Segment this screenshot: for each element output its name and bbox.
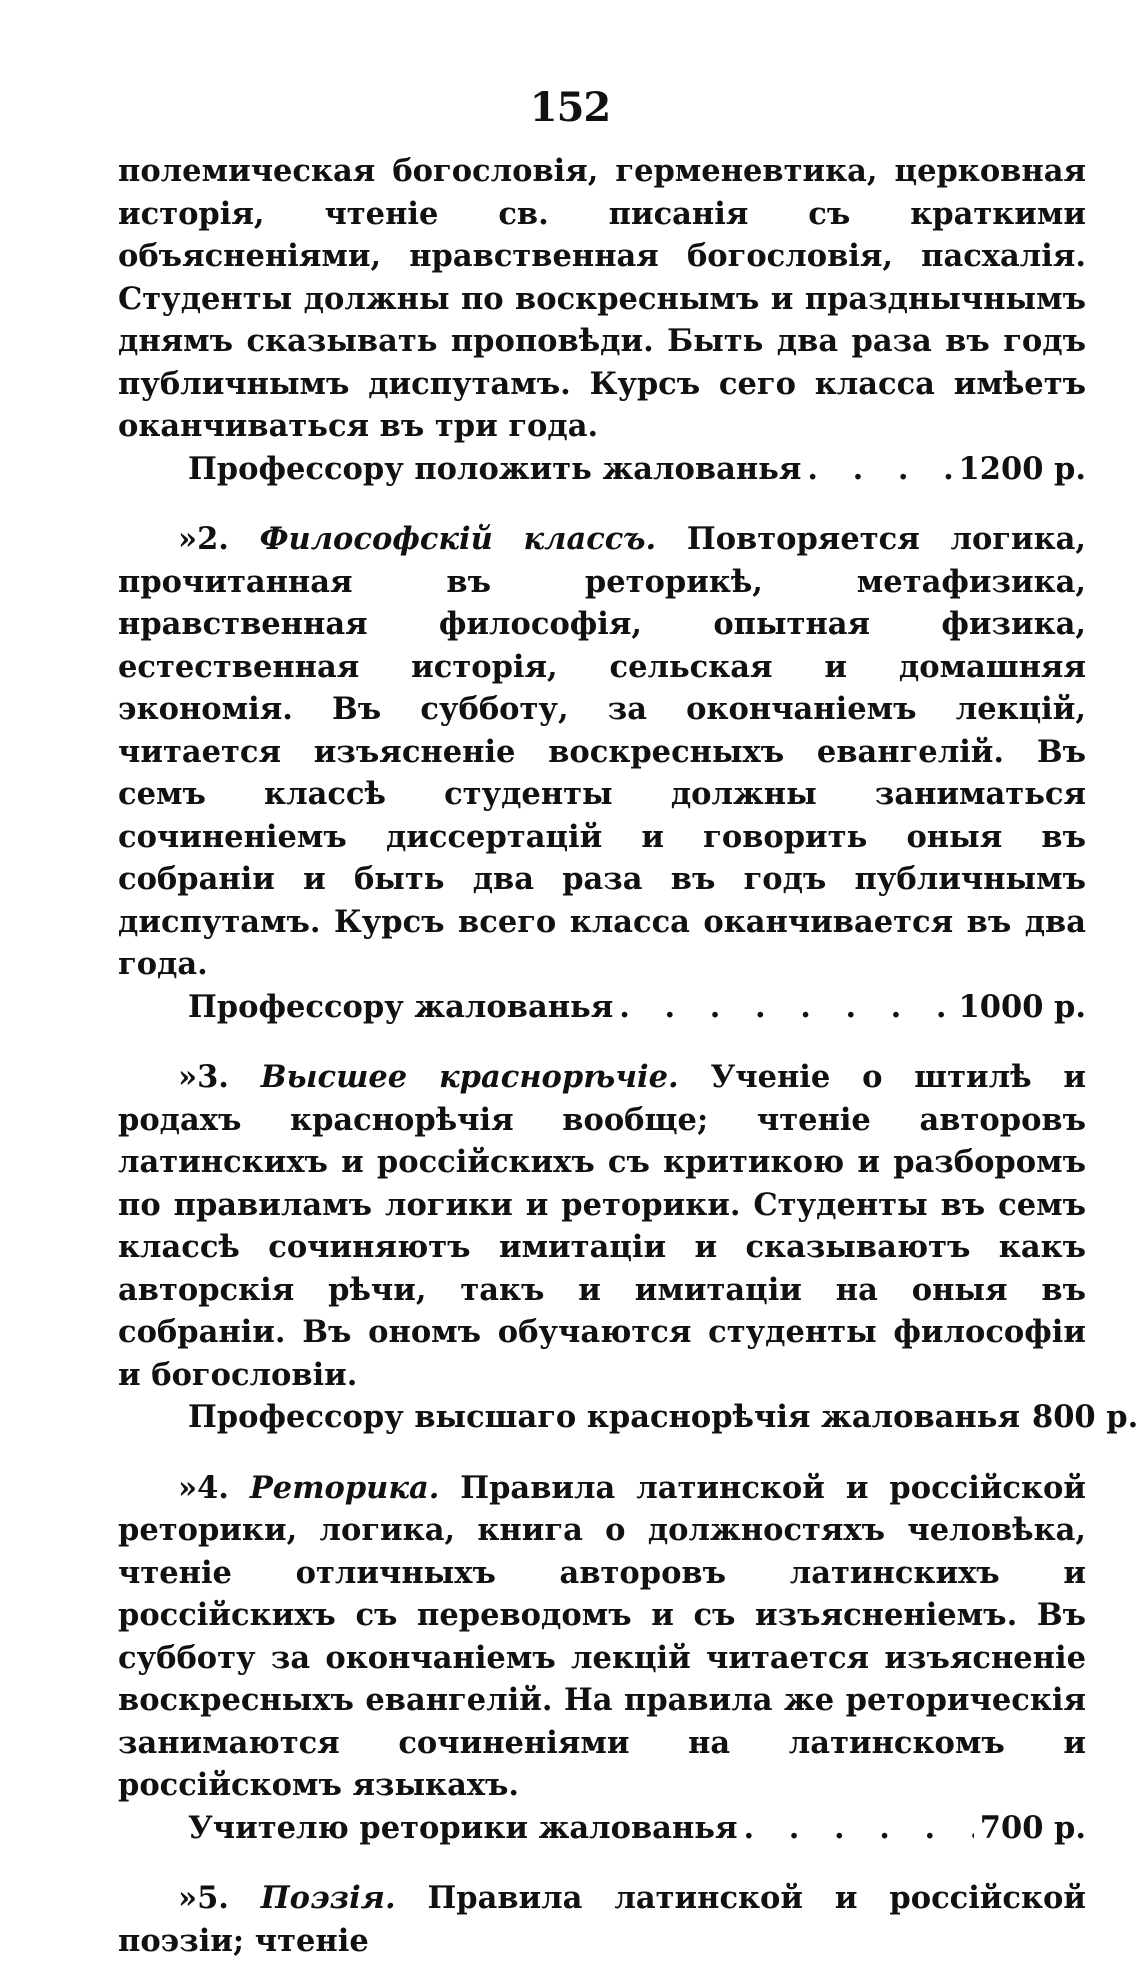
salary-label: Профессору жалованья [188, 988, 614, 1025]
section-title: Философскій классъ. [259, 521, 657, 557]
salary-line [118, 1807, 1086, 1850]
page-number: 152 [529, 84, 611, 131]
salary-label: Учителю реторики жалованья [188, 1809, 738, 1846]
dot-leader [807, 448, 952, 491]
section-title: Реторика. [249, 1469, 440, 1506]
salary-line [118, 986, 1086, 1029]
salary-amount: 1200 р. [958, 450, 1086, 487]
section-text: Ученіе о штилѣ и родахъ краснорѣчія вообще; чтеніе авторовъ латинскихъ и россійскихъ съ критикою и разборомъ по правиламъ логики и реторики. Студенты въ семъ классѣ сочиняютъ имитаціи и сказываютъ какъ авторскія рѣчи, такъ и имитаціи на оныя въ собраніи. Въ ономъ обучаются студенты философіи и богословіи. [118, 1059, 1086, 1393]
section-text: Правила латинской и россійской реторики, логика, книга о должностяхъ человѣка, чтеніе отличныхъ авторовъ латинскихъ и россійскихъ съ переводомъ и съ изъясненіемъ. Въ субботу за окончаніемъ лекцій читается изъясненіе воскресныхъ евангелій. На правила же реторическія занимаются сочиненіями на латинскомъ и россійскомъ языкахъ. [118, 1469, 1086, 1803]
section-title: Поэзія. [260, 1880, 396, 1916]
section-paragraph [118, 1877, 1086, 1962]
section-number: »5. [178, 1880, 229, 1916]
salary-label: Профессору высшаго краснорѣчія жалованья [188, 1399, 1020, 1435]
salary-line [118, 1396, 1139, 1439]
section-paragraph [118, 1056, 1086, 1396]
section-text: Повторяется логика, прочитанная въ реторикѣ, метафизика, нравственная философія, опытная физика, естественная исторія, сельская и домашняя экономія. Въ субботу, за окончаніемъ лекцій, читается изъясненіе воскресныхъ евангелій. Въ семъ классѣ студенты должны заниматься сочиненіемъ диссертацій и говорить оныя въ собраніи и быть два раза въ годъ публичнымъ диспутамъ. Курсъ всего класса оканчивается въ два года. [118, 521, 1087, 982]
dot-leader [619, 986, 952, 1029]
salary-amount: 800 р. [1031, 1399, 1139, 1435]
intro-paragraph: полемическая богословія, герменевтика, церковная исторія, чтеніе св. писанія съ краткими объясненіями, нравственная богословія, пасхалія. Студенты должны по воскреснымъ и празднычнымъ днямъ сказывать проповѣди. Быть два раза въ годъ публичнымъ диспутамъ. Курсъ сего класса имѣетъ оканчиваться въ три года. [118, 153, 1086, 444]
section-title: Высшее краснорѣчіе. [260, 1059, 679, 1095]
salary-amount: 700 р. [979, 1809, 1086, 1846]
dot-leader [744, 1807, 974, 1850]
section-paragraph [118, 518, 1086, 986]
salary-amount: 1000 р. [958, 988, 1086, 1025]
section-text: Правила латинской и россійской поэзіи; чтеніе [118, 1880, 1086, 1959]
section-number: »3. [178, 1059, 229, 1095]
salary-line [118, 448, 1086, 491]
salary-label: Профессору положить жалованья [188, 450, 802, 487]
section-paragraph [118, 1467, 1086, 1807]
section-number: »4. [178, 1469, 229, 1506]
section-number: »2. [178, 521, 229, 557]
page-body [118, 150, 1139, 1962]
